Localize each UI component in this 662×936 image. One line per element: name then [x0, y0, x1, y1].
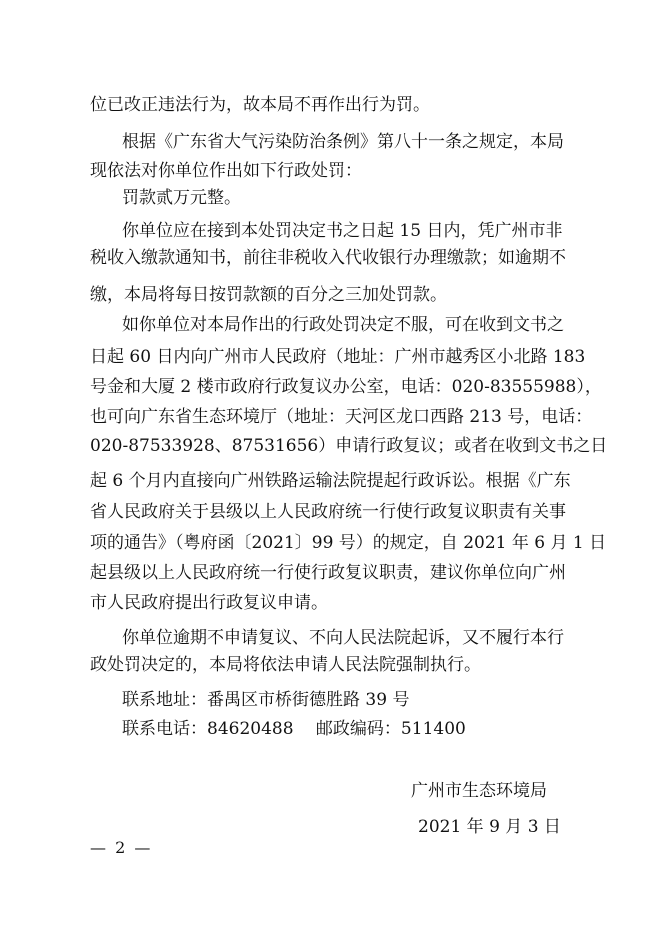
paragraph-line: 你单位应在接到本处罚决定书之日起 15 日内，凭广州市非 — [122, 221, 563, 241]
paragraph-line: 位已改正违法行为，故本局不再作出行为罚。 — [90, 95, 430, 115]
paragraph-line: 起 6 个月内直接向广州铁路运输法院提起行政诉讼。根据《广东 — [90, 471, 571, 491]
page-number: — 2 — — [90, 838, 153, 857]
contact-phone-postcode: 联系电话：84620488 邮政编码：511400 — [122, 719, 466, 739]
signature-agency: 广州市生态环境局 — [411, 781, 547, 801]
paragraph-line: 020-87533928、87531656）申请行政复议；或者在收到文书之日 — [90, 436, 608, 456]
paragraph-line: 现依法对你单位作出如下行政处罚： — [90, 161, 362, 181]
paragraph-line: 罚款贰万元整。 — [122, 188, 241, 208]
paragraph-line: 根据《广东省大气污染防治条例》第八十一条之规定，本局 — [122, 132, 564, 152]
paragraph-line: 缴，本局将每日按罚款额的百分之三加处罚款。 — [90, 285, 447, 305]
paragraph-line: 项的通告》（粤府函〔2021〕99 号）的规定，自 2021 年 6 月 1 日 — [90, 533, 607, 553]
paragraph-line: 如你单位对本局作出的行政处罚决定不服，可在收到文书之 — [122, 315, 564, 335]
paragraph-line: 你单位逾期不申请复议、不向人民法院起诉，又不履行本行 — [122, 628, 564, 648]
paragraph-line: 税收入缴款通知书，前往非税收入代收银行办理缴款；如逾期不 — [90, 248, 566, 268]
paragraph-line: 日起 60 日内向广州市人民政府（地址：广州市越秀区小北路 183 — [90, 347, 586, 367]
paragraph-line: 省人民政府关于县级以上人民政府统一行使行政复议职责有关事 — [90, 502, 566, 522]
paragraph-line: 市人民政府提出行政复议申请。 — [90, 593, 328, 613]
paragraph-line: 也可向广东省生态环境厅（地址：天河区龙口西路 213 号，电话： — [90, 407, 593, 427]
signature-date: 2021 年 9 月 3 日 — [418, 817, 561, 837]
paragraph-line: 起县级以上人民政府统一行使行政复议职责，建议你单位向广州 — [90, 563, 566, 583]
contact-address: 联系地址：番禺区市桥街德胜路 39 号 — [122, 690, 410, 710]
paragraph-line: 政处罚决定的，本局将依法申请人民法院强制执行。 — [90, 655, 481, 675]
paragraph-line: 号金和大厦 2 楼市政府行政复议办公室，电话：020-83555988）， — [90, 377, 602, 397]
